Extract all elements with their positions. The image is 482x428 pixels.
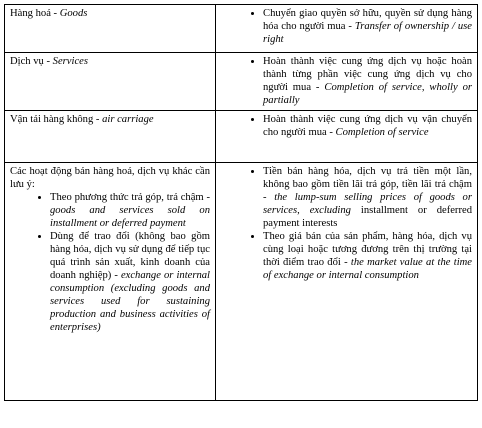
- description-list: [221, 113, 472, 139]
- description-english: the market value at the time of exchange or internal consumption: [263, 257, 472, 281]
- description-text: Hoàn thành việc cung ứng dịch vụ vận chuyển cho người mua -: [263, 114, 472, 138]
- note-english: exchange or internal consumption (excluding goods and services used for sustaining production and business activities of enterprises): [50, 270, 210, 333]
- row-label-english: Goods: [59, 8, 88, 19]
- description-list: [221, 55, 472, 107]
- description-text: Tiền bán hàng hóa, dịch vụ trả tiền một lần, không bao gồm tiền lãi trả góp, tiền lãi trả chậm -: [263, 166, 472, 203]
- row-description-cell: [216, 5, 478, 53]
- revenue-recognition-table: [4, 4, 478, 401]
- table-row: [5, 111, 478, 163]
- list-item: [263, 230, 472, 282]
- description-text: Hoàn thành việc cung ứng dịch vụ hoặc hoàn thành từng phần việc cung ứng dịch vụ cho người mua -: [263, 56, 472, 93]
- row-label: Hàng hoá -: [10, 8, 60, 19]
- table-row: [5, 163, 478, 401]
- description-list: [221, 165, 472, 282]
- list-item: [263, 165, 472, 230]
- list-item: [50, 191, 210, 230]
- description-list: [221, 7, 472, 46]
- row-label-cell: [5, 111, 216, 163]
- note-text: Dùng để trao đổi (không bao gồm hàng hóa, dịch vụ sử dụng để tiếp tục quá trình sản xuất, kinh doanh của doanh nghiệp) -: [50, 231, 210, 281]
- notes-intro: Các hoạt động bán hàng hoá, dịch vụ khác cần lưu ý:: [10, 166, 210, 190]
- row-label-cell: [5, 53, 216, 111]
- description-text: Chuyển giao quyền sở hữu, quyền sử dụng hàng hóa cho người mua -: [263, 8, 472, 32]
- list-item: [50, 230, 210, 334]
- notes-list: [10, 191, 210, 334]
- description-tail: installment or deferred payment interests: [263, 205, 472, 229]
- list-item: [263, 55, 472, 107]
- description-text: Theo giá bán của sản phẩm, hàng hóa, dịch vụ cùng loại hoặc tương đương trên thị trường tại thời điểm trao đổi -: [263, 231, 472, 268]
- row-description-cell: [216, 111, 478, 163]
- table-row: [5, 5, 478, 53]
- list-item: [263, 113, 472, 139]
- row-label: Vận tải hàng không -: [10, 114, 103, 125]
- table-row: [5, 53, 478, 111]
- row-label-cell: [5, 5, 216, 53]
- note-english: goods and services sold on installment or deferred payment: [50, 205, 210, 229]
- description-english: Completion of service, wholly or partially: [263, 82, 472, 106]
- description-english: the lump-sum selling prices of goods or services, excluding: [263, 192, 472, 216]
- note-text: Theo phương thức trả góp, trả chậm -: [50, 192, 210, 203]
- row-description-cell: [216, 163, 478, 401]
- row-label-cell: [5, 163, 216, 401]
- row-description-cell: [216, 53, 478, 111]
- list-item: [263, 7, 472, 46]
- row-label: Dịch vụ -: [10, 56, 53, 67]
- description-english: Transfer of ownership / use right: [263, 21, 472, 45]
- row-label-english: air carriage: [102, 114, 154, 125]
- description-english: Completion of service: [335, 127, 429, 138]
- row-label-english: Services: [52, 56, 88, 67]
